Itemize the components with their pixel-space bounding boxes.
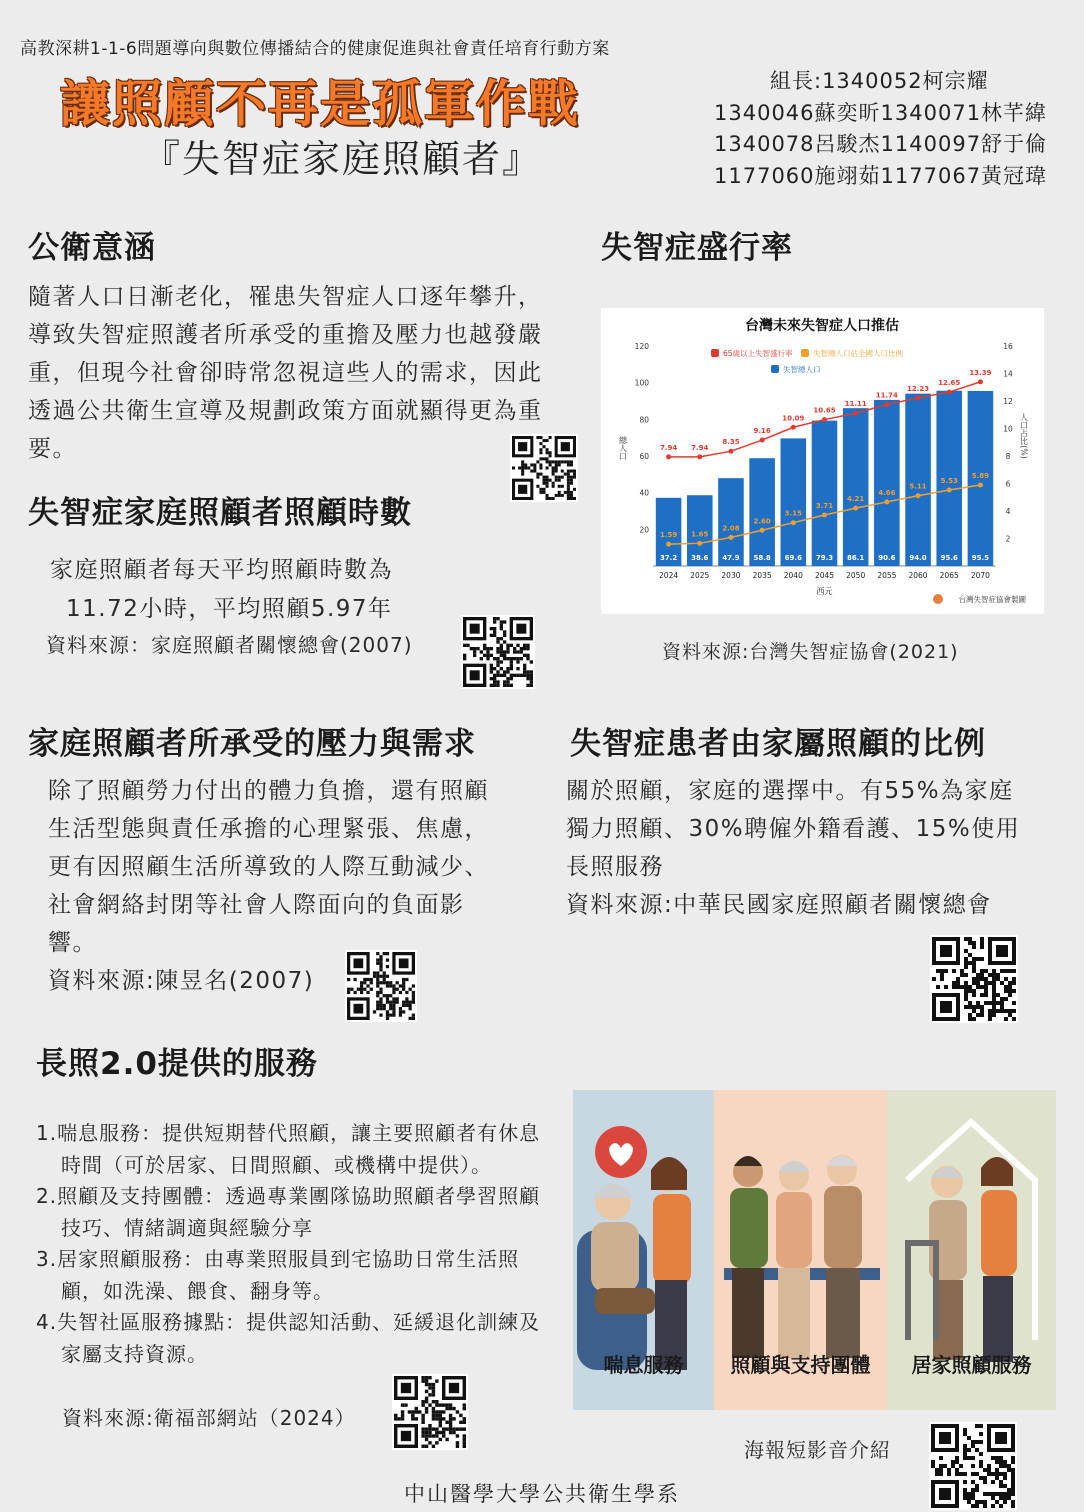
series-point [947, 390, 952, 395]
bar [843, 408, 869, 566]
home-care-label: 居家照顧服務 [911, 1353, 1032, 1377]
series-point [947, 487, 952, 492]
respite-label: 喘息服務 [603, 1353, 684, 1377]
series-point-label: 11.11 [844, 400, 867, 409]
series-point [916, 395, 921, 400]
bar [781, 438, 807, 566]
team-leader: 組長:1340052柯宗耀 [770, 69, 989, 93]
y-tick-label: 40 [639, 488, 649, 498]
public-health-heading: 公衛意涵 [28, 230, 156, 266]
x-tick-label: 2060 [908, 571, 928, 580]
series-point-label: 13.39 [969, 368, 992, 377]
y2-tick-label: 12 [1003, 397, 1013, 406]
series-point-label: 8.35 [722, 438, 740, 447]
y2-tick-label: 6 [1005, 479, 1011, 489]
prevalence-chart [601, 308, 1044, 614]
stress-source: 資料來源:陳昱名(2007) [48, 968, 315, 994]
series-point [666, 542, 671, 547]
x-axis-label: 西元 [816, 587, 833, 596]
ratio-heading: 失智症患者由家屬照顧的比例 [570, 726, 986, 762]
series-point [760, 438, 765, 443]
series-point-label: 10.65 [813, 406, 836, 415]
prevalence-heading: 失智症盛行率 [601, 230, 793, 266]
series-point [884, 402, 889, 407]
support-group-panel [714, 1090, 887, 1410]
y2-axis-label: 人口占比(%) [1019, 413, 1029, 459]
series-point [697, 541, 702, 546]
association-logo-icon [933, 594, 943, 604]
series-point-label: 12.23 [906, 384, 930, 393]
chart-title: 台灣未來失智症人口推估 [745, 318, 899, 334]
ltc-service-item: 2.照顧及支持團體：透過專業團隊協助照顧者學習照顧技巧、情緒調適與經驗分享 [36, 1184, 541, 1240]
series-point-label: 5.53 [940, 476, 958, 485]
legend-swatch [711, 349, 719, 357]
series-point-label: 7.94 [659, 443, 678, 452]
bar-value-label: 94.0 [909, 554, 927, 562]
qr-code-stress[interactable] [345, 950, 417, 1022]
series-point-label: 4.21 [847, 495, 865, 504]
series-point-label: 2.08 [722, 524, 740, 533]
video-label: 海報短影音介紹 [744, 1438, 891, 1462]
program-title: 高教深耕1-1-6問題導向與數位傳播結合的健康促進與社會責任培育行動方案 [20, 39, 610, 59]
chart-credit: 台灣失智症協會製圖 [958, 595, 1026, 604]
ratio-source: 資料來源:中華民國家庭照顧者關懷總會 [566, 892, 992, 918]
legend-label: 65歲以上失智盛行率 [723, 349, 793, 358]
y2-tick-label: 8 [1005, 452, 1011, 461]
bar-value-label: 58.8 [753, 554, 771, 562]
bar-value-label: 69.6 [784, 554, 802, 562]
care-hours-source: 資料來源：家庭照顧者關懷總會(2007) [46, 633, 413, 657]
x-tick-label: 2025 [690, 571, 710, 580]
ltc-service-list [36, 1118, 546, 1370]
x-tick-label: 2040 [783, 571, 803, 580]
bar-value-label: 37.2 [659, 554, 678, 562]
series-point [884, 499, 889, 504]
bar [718, 478, 744, 566]
y-tick-label: 80 [639, 415, 649, 425]
stress-line: 除了照顧勞力付出的體力負擔，還有照顧 [48, 778, 489, 804]
series-point [728, 535, 733, 540]
care-hours-line1: 家庭照顧者每天平均照顧時數為 [50, 557, 393, 583]
poster-subtitle: 『失智症家庭照顧者』 [142, 137, 543, 181]
y-tick-label: 120 [634, 342, 649, 351]
team-members [714, 66, 1047, 192]
support-group-label: 照顧與支持團體 [730, 1353, 871, 1377]
series-point [760, 528, 765, 533]
y-tick-label: 60 [639, 452, 649, 461]
bar [812, 421, 838, 566]
home-care-panel [887, 1090, 1056, 1410]
prevalence-source: 資料來源:台灣失智症協會(2021) [662, 641, 959, 663]
y2-tick-label: 16 [1003, 342, 1013, 351]
series-point-label: 10.09 [782, 414, 805, 423]
ltc-service-item: 3.居家照顧服務：由專業照服員到宅協助日常生活照顧，如洗澡、餵食、翻身等。 [36, 1247, 520, 1303]
x-tick-label: 2030 [721, 571, 741, 580]
bar-value-label: 95.6 [940, 554, 958, 562]
series-point-label: 5.11 [909, 482, 927, 491]
bar [874, 400, 900, 566]
y-tick-label: 100 [634, 378, 649, 388]
bar [749, 458, 775, 566]
y2-tick-label: 4 [1005, 507, 1011, 516]
ltc-source: 資料來源:衛福部網站（2024） [62, 1406, 356, 1430]
footer-department: 中山醫學大學公共衛生學系 [404, 1482, 680, 1506]
qr-code-ltc[interactable] [392, 1374, 468, 1450]
series-point [791, 520, 796, 525]
ltc-service-item: 4.失智社區服務據點：提供認知活動、延緩退化訓練及家屬支持資源。 [36, 1310, 541, 1366]
ltc-heading: 長照2.0提供的服務 [36, 1046, 318, 1082]
y2-tick-label: 14 [1003, 369, 1013, 379]
series-point-label: 11.74 [875, 391, 898, 400]
series-point [853, 411, 858, 416]
qr-code-care-hours[interactable] [461, 615, 535, 689]
series-point [728, 449, 733, 454]
legend-label: 失智總人口 [783, 365, 821, 374]
ltc-service-item: 1.喘息服務：提供短期替代照顧，讓主要照顧者有休息時間（可於居家、日間照顧、或機構中提供）。 [36, 1121, 541, 1177]
respite-panel [573, 1090, 714, 1410]
series-point [978, 379, 983, 384]
qr-code-public-health[interactable] [510, 434, 578, 502]
qr-code-ratio[interactable] [930, 935, 1018, 1023]
series-point-label: 3.15 [784, 509, 802, 518]
care-hours-heading: 失智症家庭照顧者照顧時數 [28, 495, 412, 531]
bar-value-label: 95.5 [971, 554, 990, 562]
series-point [822, 512, 827, 517]
team-member-line: 1177060施翊茹1177067黃冠瑋 [714, 163, 1048, 188]
y2-tick-label: 10 [1003, 424, 1013, 434]
bar-value-label: 79.3 [815, 554, 834, 562]
series-point [853, 506, 858, 511]
y-axis-label: 總人口 [618, 436, 628, 460]
x-tick-label: 2055 [877, 571, 897, 580]
x-tick-label: 2035 [752, 571, 772, 580]
care-hours-line2: 11.72小時，平均照顧5.97年 [66, 596, 393, 622]
series-point [666, 454, 671, 459]
team-member-line: 1340046蘇奕昕1340071林芊緯 [714, 100, 1048, 125]
series-point-label: 7.94 [691, 443, 709, 452]
poster-title: 讓照顧不再是孤軍作戰 [60, 75, 580, 133]
series-point-label: 2.60 [753, 517, 771, 526]
series-point [916, 493, 921, 498]
series-point [697, 454, 702, 459]
ratio-text [566, 772, 1020, 924]
series-point [822, 417, 827, 422]
stress-heading: 家庭照顧者所承受的壓力與需求 [28, 726, 476, 762]
stress-line: 響。 [48, 930, 97, 956]
series-point-label: 3.71 [815, 501, 834, 510]
series-point-label: 4.66 [878, 488, 896, 497]
ratio-line: 長照服務 [566, 854, 664, 880]
series-point-label: 12.65 [938, 379, 961, 388]
x-tick-label: 2024 [659, 571, 679, 580]
bar [905, 394, 931, 566]
series-point [791, 425, 796, 430]
series-point-label: 5.89 [971, 472, 990, 481]
series-point [978, 483, 983, 488]
stress-text [48, 772, 489, 1000]
heart-hand-icon [595, 1126, 647, 1178]
ratio-line: 獨力照顧、30%聘僱外籍看護、15%使用 [566, 816, 1021, 842]
series-point-label: 9.16 [753, 427, 771, 436]
stress-line: 生活型態與責任承擔的心理緊張、焦慮， [48, 816, 489, 842]
legend-swatch [771, 365, 779, 373]
x-tick-label: 2050 [846, 571, 866, 580]
bar-value-label: 38.6 [691, 554, 709, 562]
y2-tick-label: 2 [1005, 534, 1011, 544]
legend-label: 失智總人口佔全國人口比例 [813, 349, 903, 358]
x-tick-label: 2065 [939, 571, 959, 580]
x-tick-label: 2070 [970, 571, 990, 580]
x-tick-label: 2045 [814, 571, 835, 580]
bar-value-label: 47.9 [722, 554, 740, 562]
legend-swatch [801, 349, 809, 357]
series-point-label: 1.65 [691, 530, 709, 539]
stress-line: 社會網絡封閉等社會人際面向的負面影 [48, 892, 465, 918]
public-health-text: 隨著人口日漸老化，罹患失智症人口逐年攀升，導致失智症照護者所承受的重擔及壓力也越發嚴重，但現今社會卻時常忽視這些人的需求，因此透過公共衛生宣導及規劃政策方面就顯得更為重要。 [28, 284, 543, 462]
y-tick-label: 20 [639, 525, 649, 535]
stress-line: 更有因照顧生活所導致的人際互動減少、 [48, 854, 489, 880]
bar-value-label: 86.1 [847, 554, 865, 562]
ratio-line: 關於照顧，家庭的選擇中。有55%為家庭 [566, 778, 1014, 804]
team-member-line: 1340078呂駿杰1140097舒于倫 [714, 132, 1048, 156]
bar-value-label: 90.6 [878, 554, 896, 562]
series-point-label: 1.59 [659, 531, 678, 540]
